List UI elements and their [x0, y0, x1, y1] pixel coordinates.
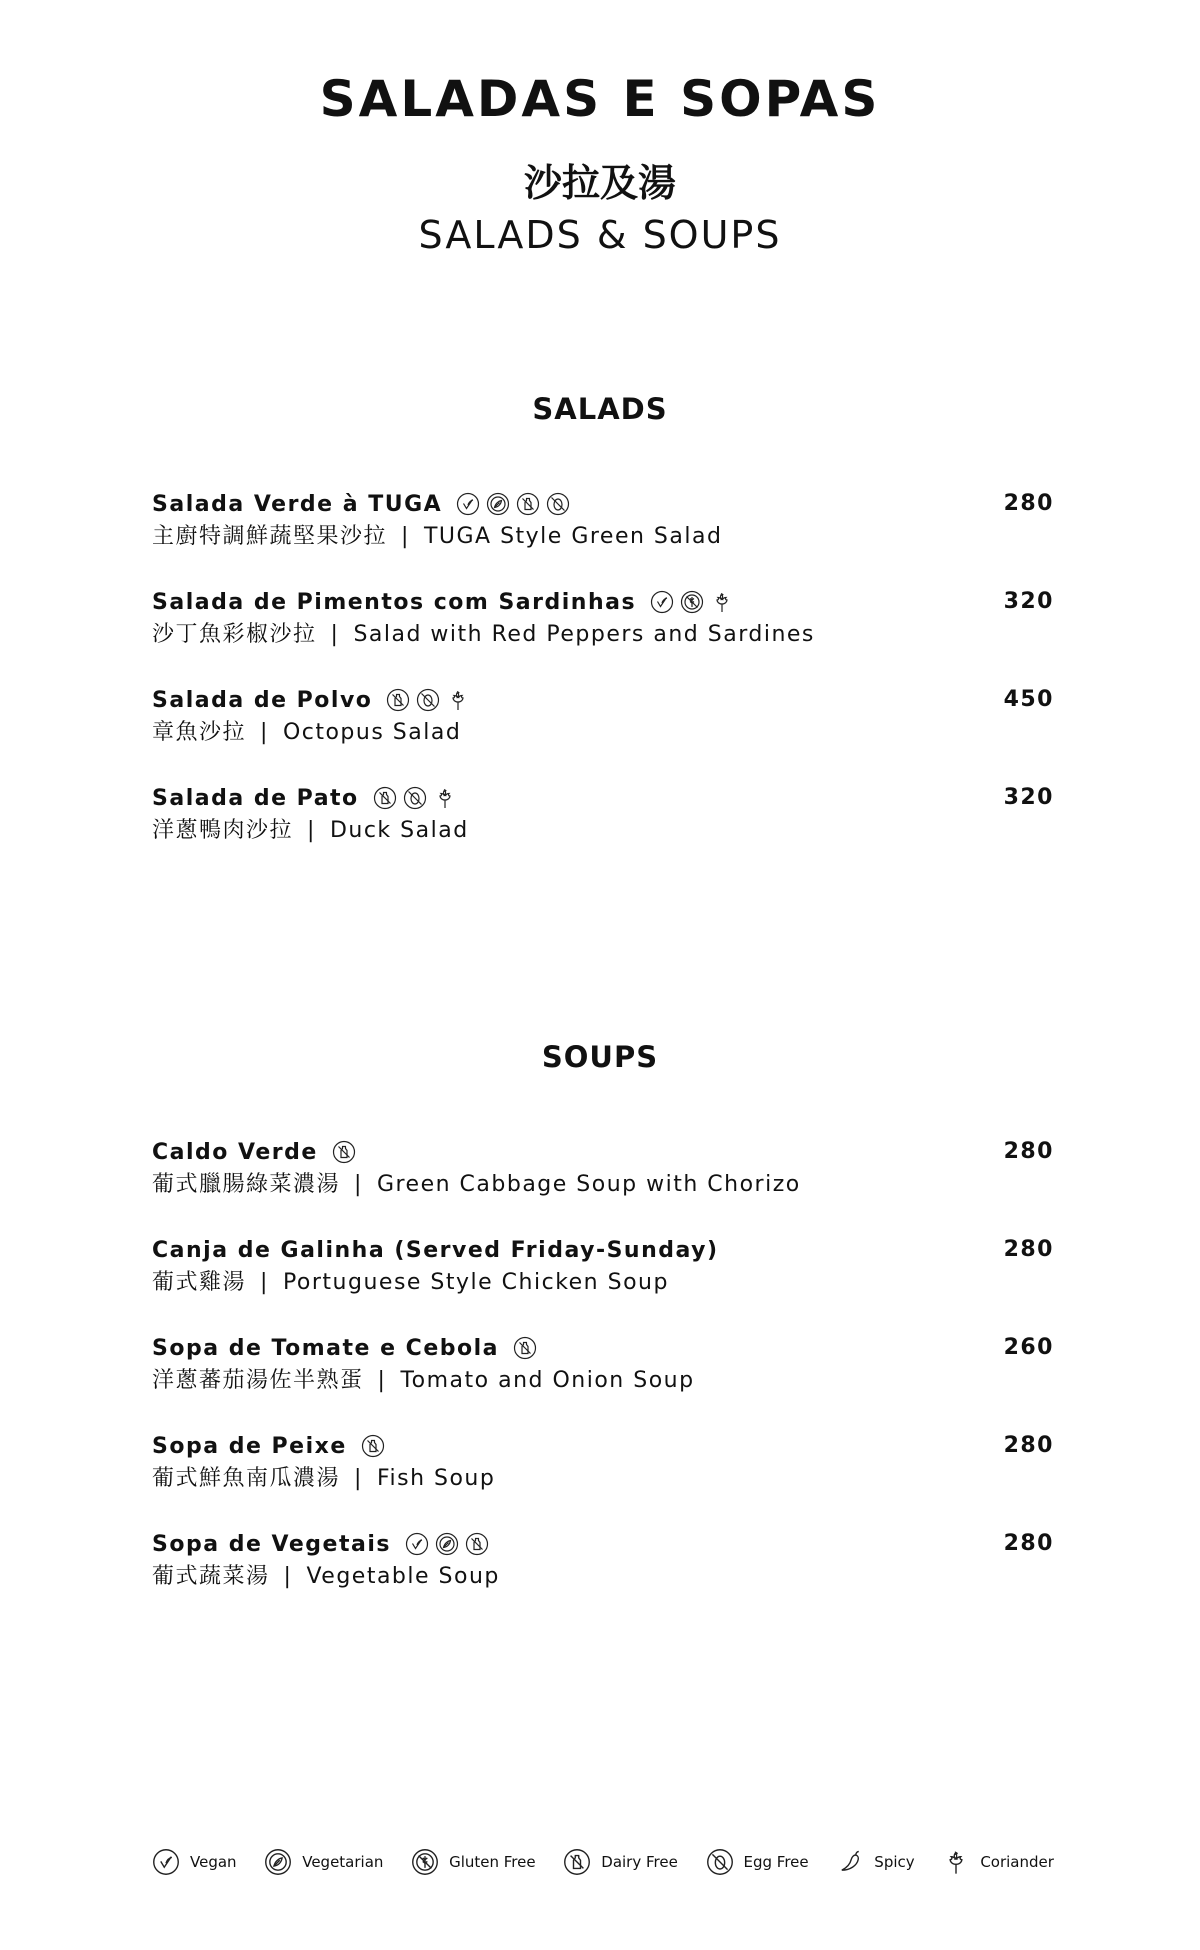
- dairy-free-icon: [386, 688, 410, 712]
- item-name-chinese: 葡式鮮魚南瓜濃湯: [152, 1466, 341, 1491]
- legend-item: [264, 1848, 383, 1876]
- item-description: [152, 1366, 695, 1396]
- dietary-legend: [152, 1846, 1054, 1878]
- separator: |: [377, 1368, 387, 1393]
- dairy-free-icon: [563, 1848, 591, 1876]
- item-name: Salada de Pimentos com Sardinhas: [152, 589, 637, 615]
- item-price: 280: [1003, 1531, 1054, 1556]
- vegan-icon: [650, 590, 674, 614]
- legend-item: [563, 1848, 678, 1876]
- spicy-icon: [836, 1848, 864, 1876]
- menu-item: [152, 1136, 1054, 1206]
- vegetarian-icon: [264, 1848, 292, 1876]
- vegetarian-icon: [486, 492, 510, 516]
- item-name-chinese: 葡式蔬菜湯: [152, 1564, 270, 1589]
- item-name-english: TUGA Style Green Salad: [423, 524, 723, 549]
- legend-label: Spicy: [874, 1853, 915, 1871]
- menu-item: [152, 1234, 1054, 1304]
- dairy-free-icon: [516, 492, 540, 516]
- vegetarian-icon: [435, 1532, 459, 1556]
- separator: |: [354, 1466, 363, 1491]
- gluten-free-icon: [680, 590, 704, 614]
- vegan-icon: [152, 1848, 180, 1876]
- coriander-icon: [710, 590, 734, 614]
- egg-free-icon: [416, 688, 440, 712]
- legend-item: [836, 1848, 914, 1876]
- page-title-english: SALADS & SOUPS: [418, 213, 782, 257]
- separator: |: [260, 1270, 269, 1295]
- item-description: [152, 1562, 500, 1592]
- item-name: Canja de Galinha (Served Friday-Sunday): [152, 1237, 719, 1263]
- item-name: Salada de Polvo: [152, 687, 373, 713]
- item-icons: [405, 1532, 489, 1556]
- item-name-chinese: 葡式雞湯: [152, 1270, 247, 1295]
- separator: |: [401, 524, 410, 549]
- item-name-english: Tomato and Onion Soup: [400, 1368, 695, 1393]
- item-name: Salada de Pato: [152, 785, 359, 811]
- section-title-soups: SOUPS: [541, 1040, 659, 1074]
- menu-item: [152, 586, 1054, 656]
- item-icons: [456, 492, 570, 516]
- menu-item: [152, 684, 1054, 754]
- legend-label: Vegetarian: [302, 1853, 384, 1871]
- item-name-chinese: 洋蔥蕃茄湯佐半熟蛋: [152, 1368, 364, 1393]
- item-icons: [361, 1434, 385, 1458]
- menu-item: [152, 488, 1054, 558]
- separator: |: [283, 1564, 293, 1589]
- vegan-icon: [405, 1532, 429, 1556]
- menu-item: [152, 782, 1054, 852]
- item-price: 280: [1003, 491, 1054, 516]
- item-name-chinese: 章魚沙拉: [152, 720, 247, 745]
- dairy-free-icon: [465, 1532, 489, 1556]
- coriander-icon: [446, 688, 470, 712]
- item-name: Sopa de Tomate e Cebola: [152, 1335, 500, 1361]
- menu-item: [152, 1332, 1054, 1402]
- item-name-english: Salad with Red Peppers and Sardines: [353, 622, 815, 647]
- legend-item: [942, 1848, 1054, 1876]
- page-title: SALADAS E SOPAS: [319, 70, 881, 128]
- item-description: [152, 1268, 669, 1298]
- legend-label: Dairy Free: [601, 1853, 678, 1871]
- egg-free-icon: [706, 1848, 734, 1876]
- item-description: [152, 1464, 495, 1494]
- legend-item: [152, 1848, 237, 1876]
- item-price: 320: [1003, 589, 1054, 614]
- legend-label: Egg Free: [743, 1853, 809, 1871]
- item-name-english: Duck Salad: [329, 818, 469, 843]
- coriander-icon: [433, 786, 457, 810]
- egg-free-icon: [403, 786, 427, 810]
- separator: |: [307, 818, 316, 843]
- legend-label: Vegan: [190, 1853, 237, 1871]
- section-title-salads: SALADS: [532, 392, 668, 426]
- item-icons: [332, 1140, 356, 1164]
- item-name-english: Vegetable Soup: [306, 1564, 500, 1589]
- menu-item: [152, 1430, 1054, 1500]
- dairy-free-icon: [332, 1140, 356, 1164]
- vegan-icon: [456, 492, 480, 516]
- item-icons: [513, 1336, 537, 1360]
- item-name-chinese: 沙丁魚彩椒沙拉: [152, 622, 317, 647]
- menu-item: [152, 1528, 1054, 1598]
- item-name: Caldo Verde: [152, 1139, 318, 1165]
- item-icons: [650, 590, 734, 614]
- item-name-english: Portuguese Style Chicken Soup: [282, 1270, 669, 1295]
- item-name-english: Green Cabbage Soup with Chorizo: [376, 1172, 801, 1197]
- item-description: [152, 1170, 801, 1200]
- item-price: 450: [1003, 687, 1054, 712]
- gluten-free-icon: [411, 1848, 439, 1876]
- item-name: Sopa de Peixe: [152, 1433, 347, 1459]
- legend-item: [706, 1848, 809, 1876]
- page-title-chinese: 沙拉及湯: [523, 161, 676, 205]
- item-name-chinese: 葡式臘腸綠菜濃湯: [152, 1172, 341, 1197]
- item-icons: [386, 688, 470, 712]
- item-price: 280: [1003, 1139, 1054, 1164]
- separator: |: [330, 622, 340, 647]
- item-name-english: Octopus Salad: [282, 720, 462, 745]
- item-name-chinese: 主廚特調鮮蔬堅果沙拉: [152, 524, 388, 549]
- item-description: [152, 620, 815, 650]
- separator: |: [354, 1172, 363, 1197]
- item-description: [152, 522, 722, 552]
- dairy-free-icon: [361, 1434, 385, 1458]
- item-name-english: Fish Soup: [376, 1466, 496, 1491]
- item-description: [152, 816, 469, 846]
- legend-label: Gluten Free: [449, 1853, 536, 1871]
- egg-free-icon: [546, 492, 570, 516]
- item-price: 320: [1003, 785, 1054, 810]
- legend-label: Coriander: [980, 1853, 1054, 1871]
- separator: |: [260, 720, 269, 745]
- coriander-icon: [942, 1848, 970, 1876]
- item-name-chinese: 洋蔥鴨肉沙拉: [152, 818, 294, 843]
- item-price: 280: [1003, 1433, 1054, 1458]
- item-name: Salada Verde à TUGA: [152, 491, 443, 517]
- item-price: 280: [1003, 1237, 1054, 1262]
- dairy-free-icon: [373, 786, 397, 810]
- dairy-free-icon: [513, 1336, 537, 1360]
- item-price: 260: [1003, 1335, 1054, 1360]
- legend-item: [411, 1848, 536, 1876]
- item-name: Sopa de Vegetais: [152, 1531, 391, 1557]
- item-description: [152, 718, 461, 748]
- item-icons: [373, 786, 457, 810]
